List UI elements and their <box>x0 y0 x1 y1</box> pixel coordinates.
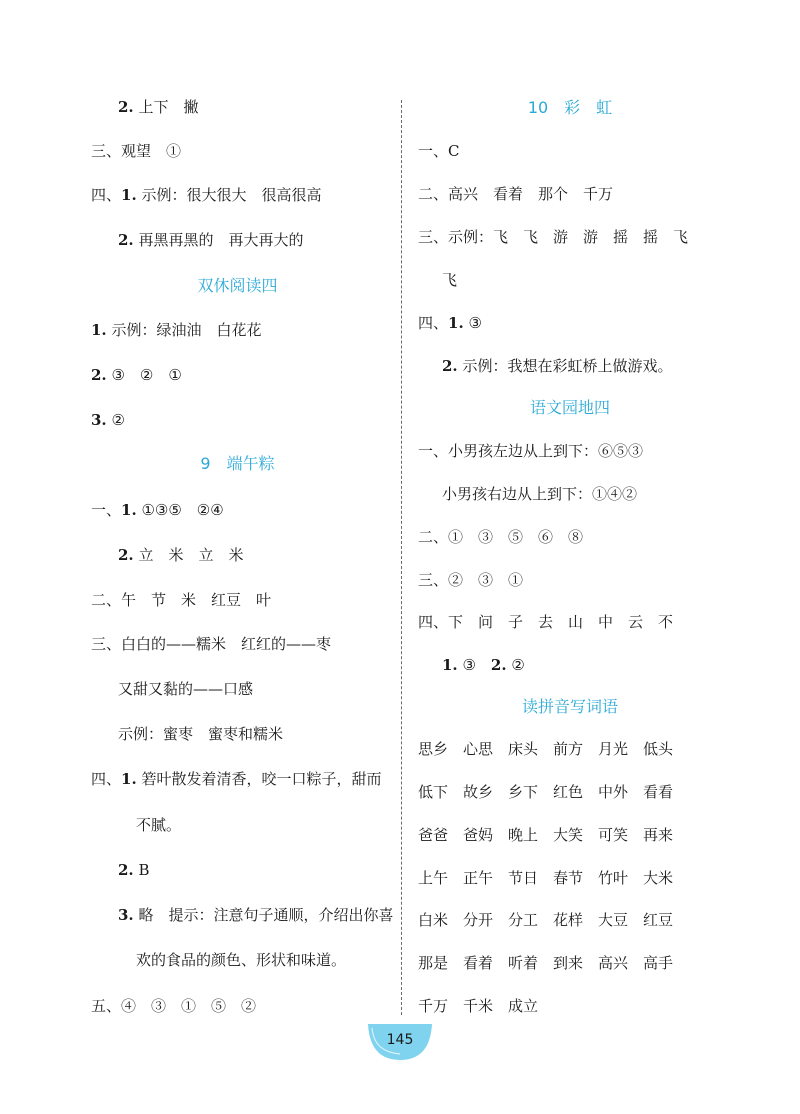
answer-line: 不腻。 <box>136 816 182 834</box>
word-row: 低下 故乡 乡下 红色 中外 看看 <box>418 783 674 801</box>
answer-line: 3. ② <box>91 411 125 429</box>
section-heading: 9 端午粽 <box>200 454 275 473</box>
answer-line: 一、C <box>418 142 460 160</box>
answer-line: 四、1. 示例：很大很大 很高很高 <box>91 186 322 204</box>
answer-line: 三、白白的——糯米 红红的——枣 <box>91 635 332 653</box>
word-row: 思乡 心思 床头 前方 月光 低头 <box>418 740 674 758</box>
answer-line: 五、④ ③ ① ⑤ ② <box>91 997 257 1015</box>
answer-line: 2. ③ ② ① <box>91 366 182 384</box>
page-number-badge <box>364 1022 436 1062</box>
column-divider <box>401 100 402 1015</box>
answer-line: 三、观望 ① <box>91 142 182 160</box>
answer-line: 小男孩右边从上到下：①④② <box>442 485 638 503</box>
page-number: 145 <box>386 1032 414 1048</box>
answer-line: 2. 上下 撇 <box>118 98 199 116</box>
word-row: 爸爸 爸妈 晚上 大笑 可笑 再来 <box>418 826 674 844</box>
answer-line: 一、小男孩左边从上到下：⑥⑤③ <box>418 442 644 460</box>
answer-line: 四、1. 箬叶散发着清香，咬一口粽子，甜而 <box>91 770 382 788</box>
answer-line: 2. 示例：我想在彩虹桥上做游戏。 <box>442 357 673 375</box>
answer-line: 三、② ③ ① <box>418 571 524 589</box>
answer-line: 二、午 节 米 红豆 叶 <box>91 591 272 609</box>
answer-line: 欢的食品的颜色、形状和味道。 <box>136 951 347 969</box>
word-row: 上午 正午 节日 春节 竹叶 大米 <box>418 869 674 887</box>
section-heading: 语文园地四 <box>529 398 610 417</box>
answer-line: 四、下 问 子 去 山 中 云 不 <box>418 613 674 631</box>
answer-line: 2. 再黑再黑的 再大再大的 <box>118 231 304 249</box>
word-row: 千万 千米 成立 <box>418 997 539 1015</box>
answer-line: 飞 <box>442 271 458 289</box>
answer-line: 1. ③ 2. ② <box>442 656 525 674</box>
answer-line: 2. 立 米 立 米 <box>118 546 244 564</box>
answer-line: 又甜又黏的——口感 <box>118 680 254 698</box>
section-heading: 10 彩 虹 <box>527 98 613 117</box>
section-heading: 双休阅读四 <box>197 276 278 295</box>
answer-line: 2. B <box>118 861 150 879</box>
answer-line: 示例：蜜枣 蜜枣和糯米 <box>118 725 284 743</box>
answer-line: 3. 略 提示：注意句子通顺，介绍出你喜 <box>118 906 394 924</box>
answer-line: 二、高兴 看着 那个 千万 <box>418 185 614 203</box>
section-heading: 读拼音写词语 <box>521 697 618 716</box>
word-row: 白米 分开 分工 花样 大豆 红豆 <box>418 911 674 929</box>
answer-line: 1. 示例：绿油油 白花花 <box>91 321 262 339</box>
word-row: 那是 看着 听着 到来 高兴 高手 <box>418 954 674 972</box>
answer-line: 三、示例：飞 飞 游 游 摇 摇 飞 <box>418 228 689 246</box>
answer-line: 四、1. ③ <box>418 314 482 332</box>
answer-line: 一、1. ①③⑤ ②④ <box>91 501 224 519</box>
answer-line: 二、① ③ ⑤ ⑥ ⑧ <box>418 528 584 546</box>
